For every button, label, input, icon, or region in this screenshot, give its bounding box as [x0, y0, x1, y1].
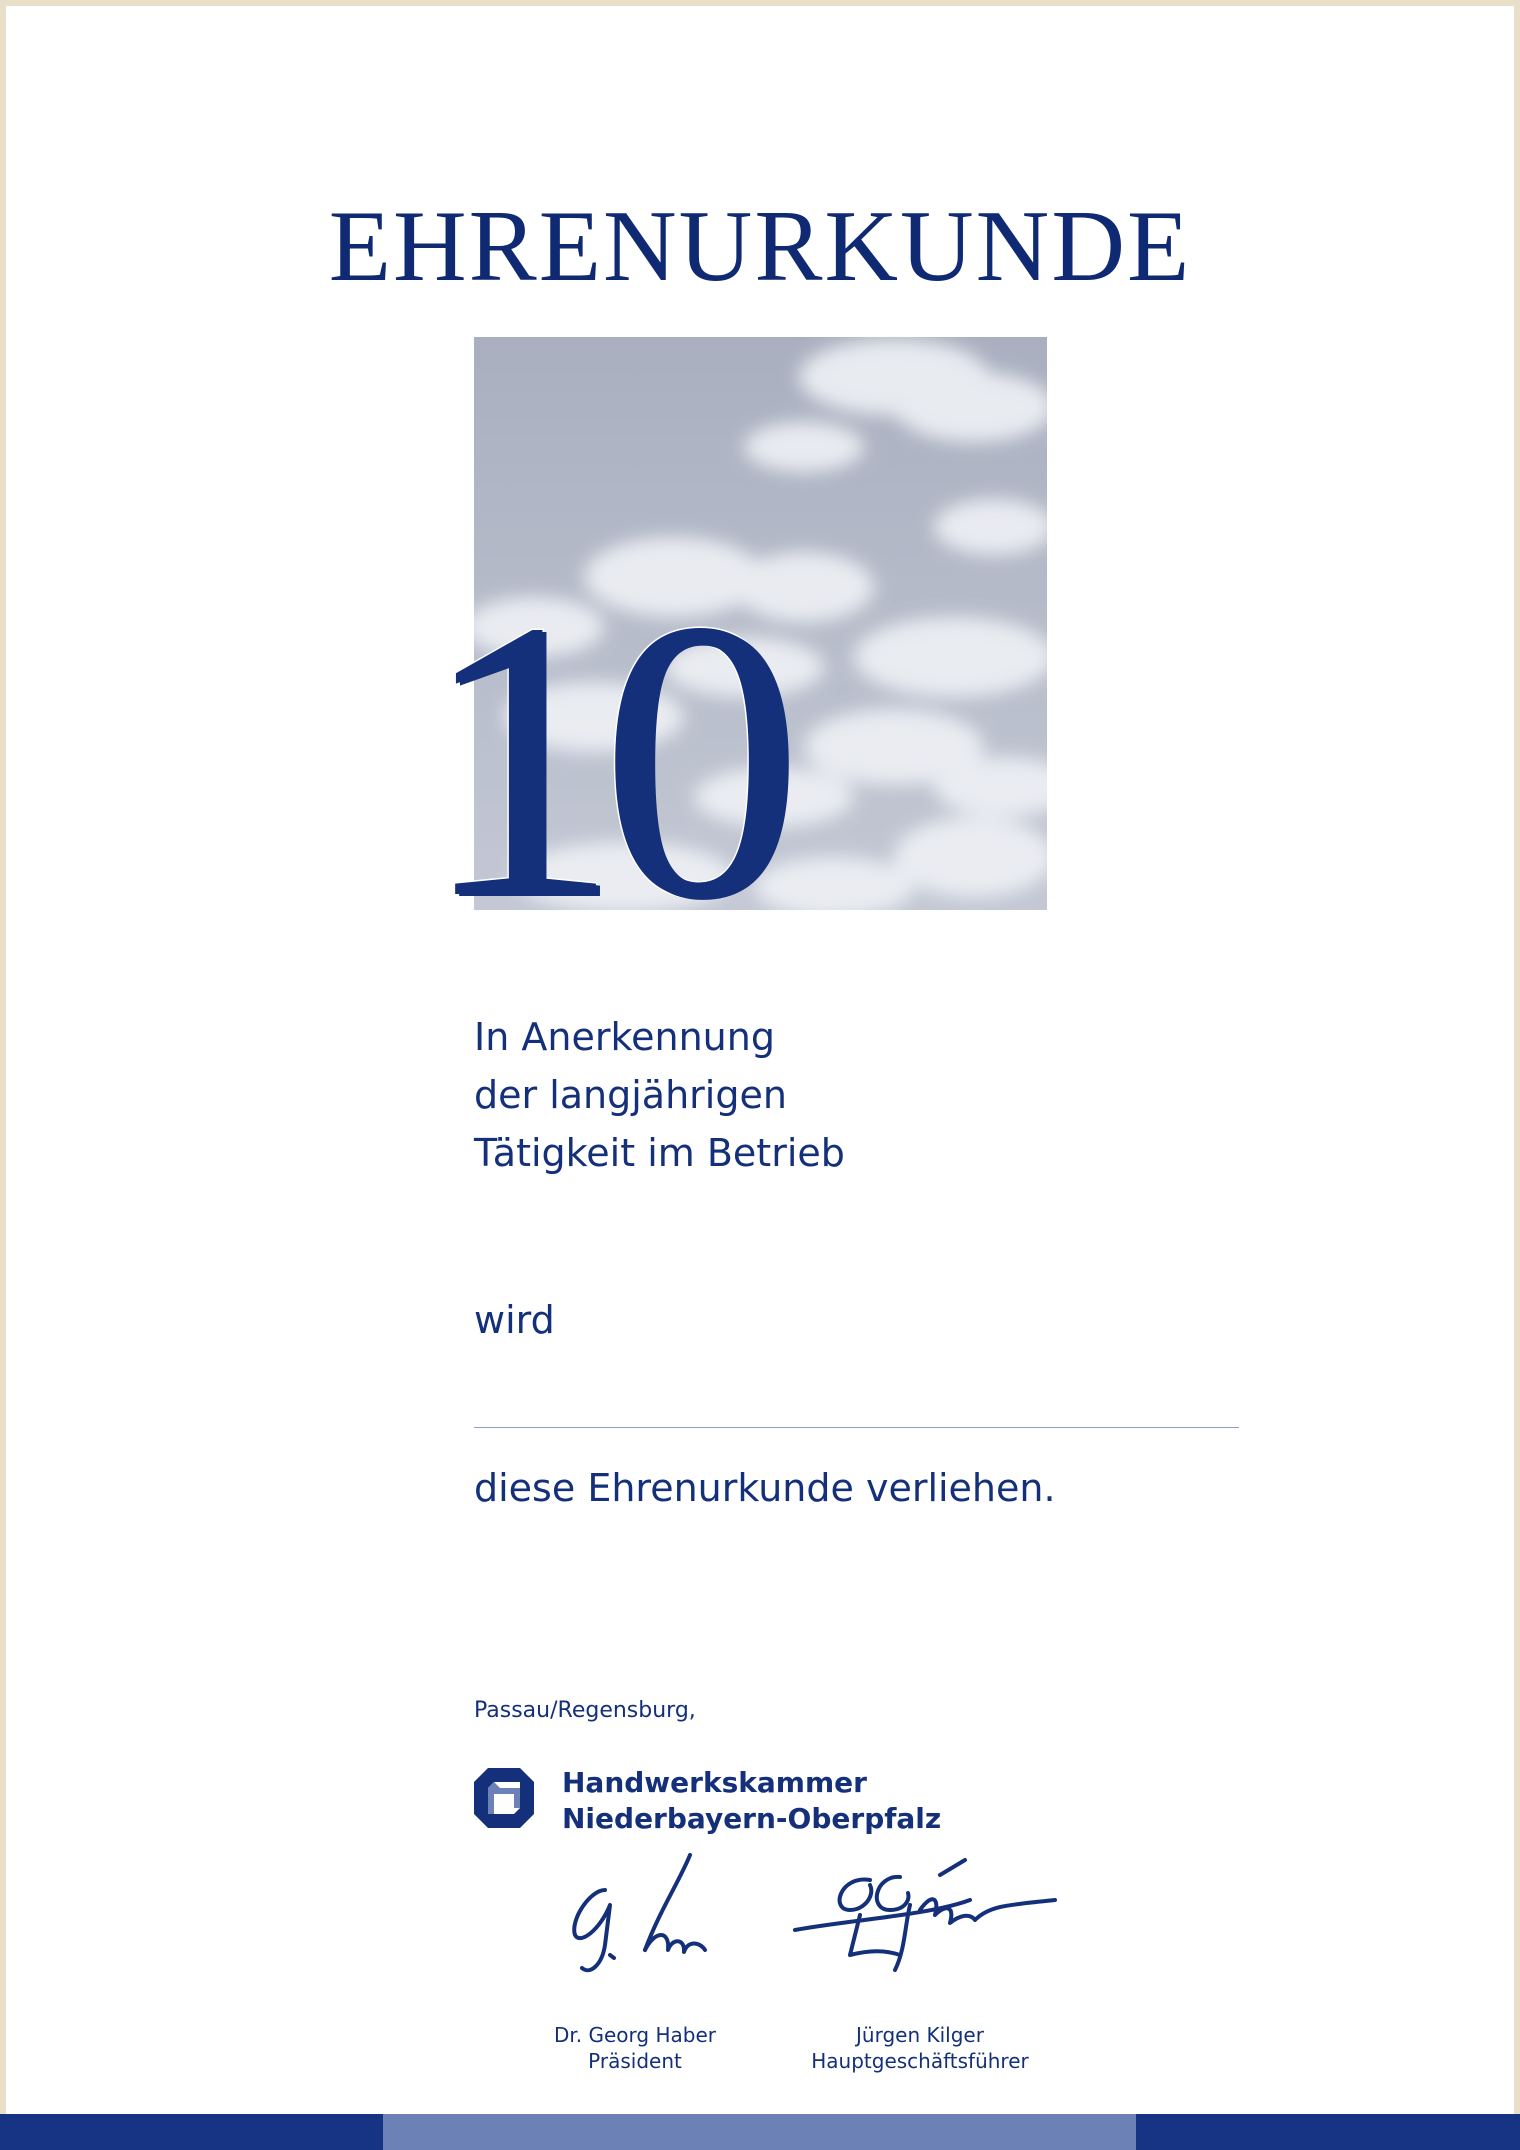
- recipient-name-line[interactable]: [474, 1427, 1239, 1428]
- signer-role: Hauptgeschäftsführer: [811, 2049, 1029, 2073]
- signer-name: Dr. Georg Haber: [554, 2023, 716, 2047]
- organization-name: [562, 1765, 941, 1837]
- footer-color-band: [0, 2114, 1520, 2150]
- signer-role: Präsident: [588, 2049, 682, 2073]
- conferred-text: diese Ehrenurkunde verliehen.: [474, 1466, 1056, 1510]
- footer-band-left: [0, 2114, 383, 2150]
- footer-band-right: [1136, 2114, 1520, 2150]
- signature-kilger: [790, 1855, 1060, 1975]
- recognition-line: In Anerkennung: [474, 1015, 775, 1059]
- years-number: 10: [420, 538, 780, 981]
- certificate-title: EHRENURKUNDE: [328, 190, 1192, 303]
- place-date-text: Passau/Regensburg,: [474, 1698, 696, 1723]
- signature-haber: [560, 1850, 720, 1980]
- signer-name: Jürgen Kilger: [856, 2023, 984, 2047]
- recognition-line: der langjährigen: [474, 1073, 787, 1117]
- footer-band-middle: [383, 2114, 1136, 2150]
- signer-haber: [520, 2022, 750, 2074]
- organization-name-line1: Handwerkskammer: [562, 1766, 867, 1799]
- recognition-line: Tätigkeit im Betrieb: [474, 1131, 845, 1175]
- recognition-text: [474, 1008, 845, 1182]
- signer-kilger: [790, 2022, 1050, 2074]
- organization-name-line2: Niederbayern-Oberpfalz: [562, 1802, 942, 1835]
- wird-text: wird: [474, 1298, 555, 1342]
- hwk-logo-icon: [474, 1768, 534, 1828]
